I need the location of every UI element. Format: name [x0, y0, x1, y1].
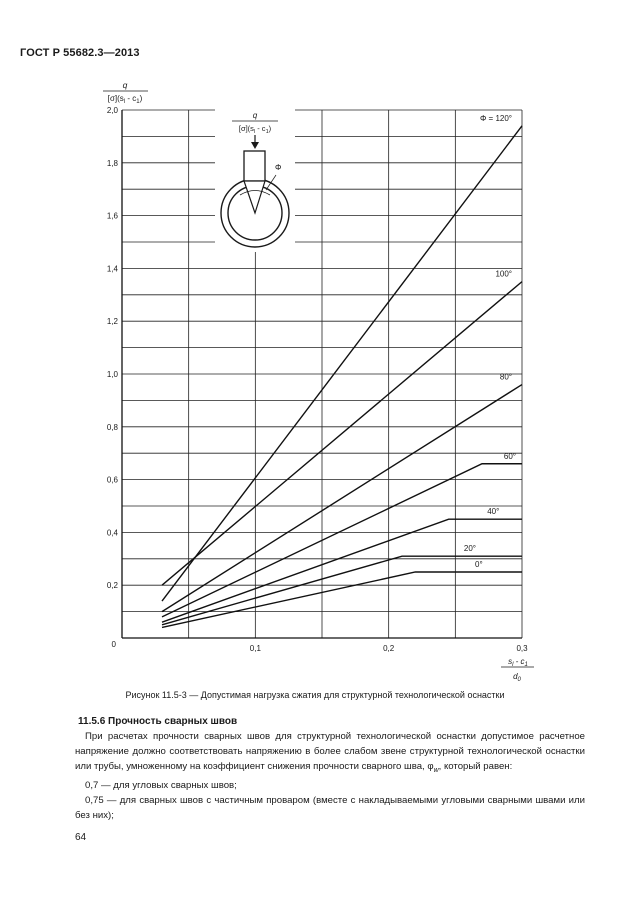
y-tick-label: 0,2	[106, 581, 118, 591]
chart-series-labels	[464, 114, 516, 569]
inset-load-numerator: q	[252, 111, 258, 120]
y-tick-label: 1,4	[106, 264, 118, 274]
page-number: 64	[75, 832, 87, 843]
chart-grid	[122, 110, 522, 638]
series-label: 40°	[487, 507, 500, 517]
paragraph-1: При расчетах прочности сварных швов для структурной технологической оснастки допустимое расчетное напряжение должно соответствовать напряжению в более слабом звене структурной технологической оснастки или трубы, умноженному на коэффициент снижения прочности сварного шва, $\varphi_w$, который равен:	[75, 731, 585, 774]
angle-label: Φ	[275, 163, 282, 172]
y-tick-label: 1,6	[106, 211, 118, 221]
x-tick-label: 0,3	[516, 644, 528, 653]
series-label: 80°	[499, 372, 512, 382]
section-title: 11.5.6 Прочность сварных швов	[78, 716, 238, 727]
figure-caption: Рисунок 11.5-3 — Допустимая нагрузка сжатия для структурной технологической оснастки	[125, 690, 505, 700]
x-tick-label: 0,2	[383, 644, 395, 653]
y-tick-label: 0,4	[106, 528, 118, 538]
y-label-numerator: q	[122, 80, 128, 90]
inset-diagram	[215, 108, 295, 252]
list-item-fillet: 0,7 — для угловых сварных швов;	[85, 779, 237, 791]
series-line	[162, 385, 522, 612]
y-tick-label: 2,0	[106, 106, 118, 115]
list-item-partial: 0,75 — для сварных швов с частичным проваром (вместе с накладываемыми угловыми сварными швами или без них);	[75, 794, 585, 821]
series-label: Φ = 120°	[479, 113, 512, 123]
y-tick-label: 0,8	[106, 422, 118, 432]
y-tick-label: 0,6	[106, 475, 118, 485]
series-label: 60°	[503, 451, 516, 461]
section-body	[75, 729, 585, 823]
y-tick-label: 1,2	[106, 317, 118, 327]
document-header: ГОСТ Р 55682.3—2013	[20, 47, 140, 59]
x-axis-label	[501, 657, 534, 683]
series-label: 20°	[463, 544, 476, 554]
y-axis-label	[103, 80, 148, 105]
series-label: 0°	[475, 560, 483, 569]
series-line	[162, 282, 522, 586]
chart-ticks	[107, 106, 528, 653]
y-tick-label: 1,8	[106, 158, 118, 168]
x-label-numerator: $s_l - c_1$	[508, 657, 528, 668]
series-line	[162, 572, 522, 627]
series-label: 100°	[495, 269, 512, 279]
x-label-denominator: $d_0$	[513, 672, 521, 683]
y-label-denominator: $[\sigma](s_l - c_1)$	[107, 94, 143, 105]
series-line	[162, 519, 522, 622]
inset-load-denominator: $[\sigma](s_l - c_1)$	[238, 124, 272, 135]
member-rect	[244, 151, 265, 181]
x-tick-label: 0,1	[249, 644, 261, 653]
y-tick-label: 1,0	[106, 370, 118, 379]
origin-label: 0	[111, 640, 116, 649]
